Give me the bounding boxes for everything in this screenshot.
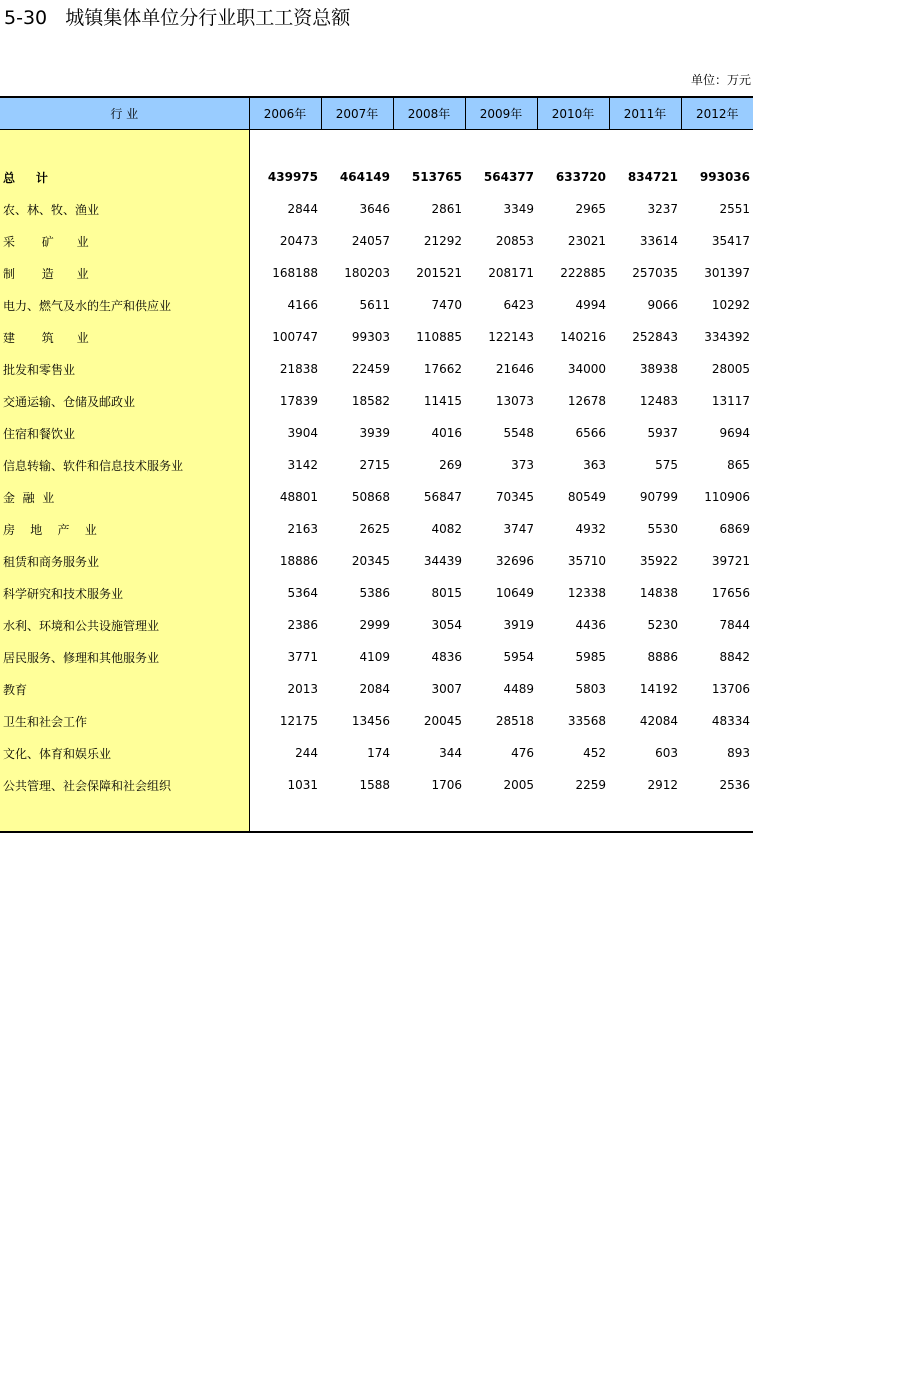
value-cell: 3142 xyxy=(287,458,318,472)
value-cell: 513765 xyxy=(411,170,462,184)
value-cell: 35922 xyxy=(639,554,678,568)
value-cell: 5611 xyxy=(359,298,390,312)
table-row xyxy=(0,225,753,257)
industry-name: 总 计 xyxy=(0,161,249,193)
value-cell: 4489 xyxy=(503,682,534,696)
value-cell: 834721 xyxy=(627,170,678,184)
value-cell: 2912 xyxy=(647,778,678,792)
value-cell: 3237 xyxy=(647,202,678,216)
table-row xyxy=(0,353,753,385)
value-cell: 7470 xyxy=(431,298,462,312)
industry-name: 建 筑 业 xyxy=(0,321,249,353)
value-cell: 208171 xyxy=(488,266,534,280)
value-cell: 18886 xyxy=(279,554,318,568)
table-row xyxy=(0,641,753,673)
value-cell: 3771 xyxy=(287,650,318,664)
header-row xyxy=(0,97,753,130)
unit-label: 单位：万元 xyxy=(690,73,751,87)
header-year: 2011年 xyxy=(609,97,681,130)
value-cell: 5364 xyxy=(287,586,318,600)
value-cell: 2625 xyxy=(359,522,390,536)
value-cell: 9066 xyxy=(647,298,678,312)
value-cell: 13706 xyxy=(711,682,750,696)
value-cell: 28518 xyxy=(495,714,534,728)
value-cell: 5386 xyxy=(359,586,390,600)
value-cell: 34439 xyxy=(423,554,462,568)
value-cell: 12678 xyxy=(567,394,606,408)
industry-name: 租赁和商务服务业 xyxy=(0,545,249,577)
value-cell: 20473 xyxy=(279,234,318,248)
value-cell: 80549 xyxy=(567,490,606,504)
table-row xyxy=(0,321,753,353)
value-cell: 90799 xyxy=(639,490,678,504)
value-cell: 5803 xyxy=(575,682,606,696)
value-cell: 17656 xyxy=(711,586,750,600)
value-cell: 8842 xyxy=(719,650,750,664)
value-cell: 3747 xyxy=(503,522,534,536)
value-cell: 373 xyxy=(511,458,534,472)
value-cell: 4994 xyxy=(575,298,606,312)
value-cell: 4109 xyxy=(359,650,390,664)
value-cell: 4016 xyxy=(431,426,462,440)
industry-name: 农、林、牧、渔业 xyxy=(0,193,249,225)
value-cell: 363 xyxy=(583,458,606,472)
value-cell: 464149 xyxy=(339,170,390,184)
value-cell: 5230 xyxy=(647,618,678,632)
industry-name: 信息转输、软件和信息技术服务业 xyxy=(0,449,249,481)
table-row xyxy=(0,737,753,769)
industry-name: 电力、燃气及水的生产和供应业 xyxy=(0,289,249,321)
table-row xyxy=(0,481,753,513)
value-cell: 2999 xyxy=(359,618,390,632)
value-cell: 180203 xyxy=(344,266,390,280)
table-row xyxy=(0,673,753,705)
value-cell: 4836 xyxy=(431,650,462,664)
value-cell: 269 xyxy=(439,458,462,472)
value-cell: 20045 xyxy=(423,714,462,728)
empty-cell xyxy=(249,801,753,832)
table-row xyxy=(0,545,753,577)
header-year: 2007年 xyxy=(321,97,393,130)
value-cell: 17662 xyxy=(423,362,462,376)
value-cell: 99303 xyxy=(351,330,390,344)
value-cell: 48334 xyxy=(711,714,750,728)
table-row xyxy=(0,449,753,481)
value-cell: 476 xyxy=(511,746,534,760)
value-cell: 35417 xyxy=(711,234,750,248)
table-body xyxy=(0,130,753,833)
value-cell: 2259 xyxy=(575,778,606,792)
value-cell: 5985 xyxy=(575,650,606,664)
value-cell: 2861 xyxy=(431,202,462,216)
industry-name: 金 融 业 xyxy=(0,481,249,513)
value-cell: 18582 xyxy=(351,394,390,408)
value-cell: 603 xyxy=(655,746,678,760)
value-cell: 1706 xyxy=(431,778,462,792)
industry-name: 公共管理、社会保障和社会组织 xyxy=(0,769,249,801)
value-cell: 14838 xyxy=(639,586,678,600)
value-cell: 100747 xyxy=(272,330,318,344)
table-row xyxy=(0,769,753,801)
header-year: 2009年 xyxy=(465,97,537,130)
value-cell: 344 xyxy=(439,746,462,760)
industry-cell xyxy=(0,801,249,832)
value-cell: 34000 xyxy=(567,362,606,376)
value-cell: 10292 xyxy=(711,298,750,312)
value-cell: 22459 xyxy=(351,362,390,376)
value-cell: 3939 xyxy=(359,426,390,440)
value-cell: 2536 xyxy=(719,778,750,792)
table-row xyxy=(0,609,753,641)
value-cell: 13073 xyxy=(495,394,534,408)
header-year: 2008年 xyxy=(393,97,465,130)
value-cell: 3904 xyxy=(287,426,318,440)
value-cell: 12483 xyxy=(639,394,678,408)
value-cell: 1031 xyxy=(287,778,318,792)
value-cell: 5937 xyxy=(647,426,678,440)
value-cell: 2013 xyxy=(287,682,318,696)
value-cell: 21292 xyxy=(423,234,462,248)
value-cell: 7844 xyxy=(719,618,750,632)
header-year: 2006年 xyxy=(249,97,321,130)
value-cell: 334392 xyxy=(704,330,750,344)
value-cell: 17839 xyxy=(279,394,318,408)
industry-name: 卫生和社会工作 xyxy=(0,705,249,737)
table-row xyxy=(0,577,753,609)
value-cell: 110906 xyxy=(704,490,750,504)
value-cell: 13117 xyxy=(711,394,750,408)
value-cell: 168188 xyxy=(272,266,318,280)
value-cell: 6566 xyxy=(575,426,606,440)
value-cell: 893 xyxy=(727,746,750,760)
page-title: 5-30 城镇集体单位分行业职工工资总额 xyxy=(4,7,351,29)
total-row xyxy=(0,161,753,193)
value-cell: 39721 xyxy=(711,554,750,568)
value-cell: 993036 xyxy=(699,170,750,184)
value-cell: 301397 xyxy=(704,266,750,280)
value-cell: 575 xyxy=(655,458,678,472)
spacer-row xyxy=(0,801,753,832)
value-cell: 5548 xyxy=(503,426,534,440)
industry-name: 教育 xyxy=(0,673,249,705)
value-cell: 20853 xyxy=(495,234,534,248)
value-cell: 2084 xyxy=(359,682,390,696)
industry-name: 交通运输、仓储及邮政业 xyxy=(0,385,249,417)
value-cell: 2715 xyxy=(359,458,390,472)
value-cell: 20345 xyxy=(351,554,390,568)
value-cell: 50868 xyxy=(351,490,390,504)
industry-name: 科学研究和技术服务业 xyxy=(0,577,249,609)
value-cell: 3349 xyxy=(503,202,534,216)
value-cell: 10649 xyxy=(495,586,534,600)
value-cell: 28005 xyxy=(711,362,750,376)
value-cell: 2005 xyxy=(503,778,534,792)
value-cell: 633720 xyxy=(555,170,606,184)
value-cell: 35710 xyxy=(567,554,606,568)
table-row xyxy=(0,385,753,417)
industry-name: 采 矿 业 xyxy=(0,225,249,257)
table-row xyxy=(0,289,753,321)
value-cell: 564377 xyxy=(483,170,534,184)
table-row xyxy=(0,705,753,737)
value-cell: 4932 xyxy=(575,522,606,536)
value-cell: 24057 xyxy=(351,234,390,248)
value-cell: 70345 xyxy=(495,490,534,504)
value-cell: 244 xyxy=(295,746,318,760)
value-cell: 42084 xyxy=(639,714,678,728)
value-cell: 201521 xyxy=(416,266,462,280)
value-cell: 222885 xyxy=(560,266,606,280)
value-cell: 32696 xyxy=(495,554,534,568)
value-cell: 12175 xyxy=(279,714,318,728)
value-cell: 33614 xyxy=(639,234,678,248)
value-cell: 174 xyxy=(367,746,390,760)
value-cell: 21646 xyxy=(495,362,534,376)
value-cell: 14192 xyxy=(639,682,678,696)
value-cell: 8886 xyxy=(647,650,678,664)
table-row xyxy=(0,257,753,289)
value-cell: 865 xyxy=(727,458,750,472)
value-cell: 2163 xyxy=(287,522,318,536)
industry-cell xyxy=(0,130,249,162)
value-cell: 252843 xyxy=(632,330,678,344)
table-row xyxy=(0,417,753,449)
industry-name: 住宿和餐饮业 xyxy=(0,417,249,449)
value-cell: 56847 xyxy=(423,490,462,504)
value-cell: 38938 xyxy=(639,362,678,376)
value-cell: 4082 xyxy=(431,522,462,536)
value-cell: 6423 xyxy=(503,298,534,312)
value-cell: 23021 xyxy=(567,234,606,248)
value-cell: 2551 xyxy=(719,202,750,216)
value-cell: 4436 xyxy=(575,618,606,632)
value-cell: 122143 xyxy=(488,330,534,344)
spacer-row xyxy=(0,130,753,162)
industry-name: 水利、环境和公共设施管理业 xyxy=(0,609,249,641)
value-cell: 13456 xyxy=(351,714,390,728)
industry-name: 居民服务、修理和其他服务业 xyxy=(0,641,249,673)
value-cell: 452 xyxy=(583,746,606,760)
table-row xyxy=(0,193,753,225)
header-year: 2010年 xyxy=(537,97,609,130)
value-cell: 6869 xyxy=(719,522,750,536)
value-cell: 2965 xyxy=(575,202,606,216)
value-cell: 11415 xyxy=(423,394,462,408)
value-cell: 5954 xyxy=(503,650,534,664)
value-cell: 3646 xyxy=(359,202,390,216)
industry-name: 制 造 业 xyxy=(0,257,249,289)
value-cell: 140216 xyxy=(560,330,606,344)
value-cell: 33568 xyxy=(567,714,606,728)
value-cell: 12338 xyxy=(567,586,606,600)
value-cell: 9694 xyxy=(719,426,750,440)
industry-name: 房 地 产 业 xyxy=(0,513,249,545)
value-cell: 1588 xyxy=(359,778,390,792)
table-row xyxy=(0,513,753,545)
industry-name: 批发和零售业 xyxy=(0,353,249,385)
industry-name: 文化、体育和娱乐业 xyxy=(0,737,249,769)
value-cell: 5530 xyxy=(647,522,678,536)
empty-cell xyxy=(249,130,753,162)
value-cell: 257035 xyxy=(632,266,678,280)
header-year: 2012年 xyxy=(681,97,753,130)
value-cell: 2386 xyxy=(287,618,318,632)
value-cell: 3054 xyxy=(431,618,462,632)
value-cell: 3007 xyxy=(431,682,462,696)
value-cell: 48801 xyxy=(279,490,318,504)
value-cell: 8015 xyxy=(431,586,462,600)
value-cell: 2844 xyxy=(287,202,318,216)
value-cell: 4166 xyxy=(287,298,318,312)
value-cell: 21838 xyxy=(279,362,318,376)
wage-table xyxy=(0,96,753,833)
value-cell: 110885 xyxy=(416,330,462,344)
value-cell: 439975 xyxy=(267,170,318,184)
value-cell: 3919 xyxy=(503,618,534,632)
header-industry: 行 业 xyxy=(0,97,249,130)
